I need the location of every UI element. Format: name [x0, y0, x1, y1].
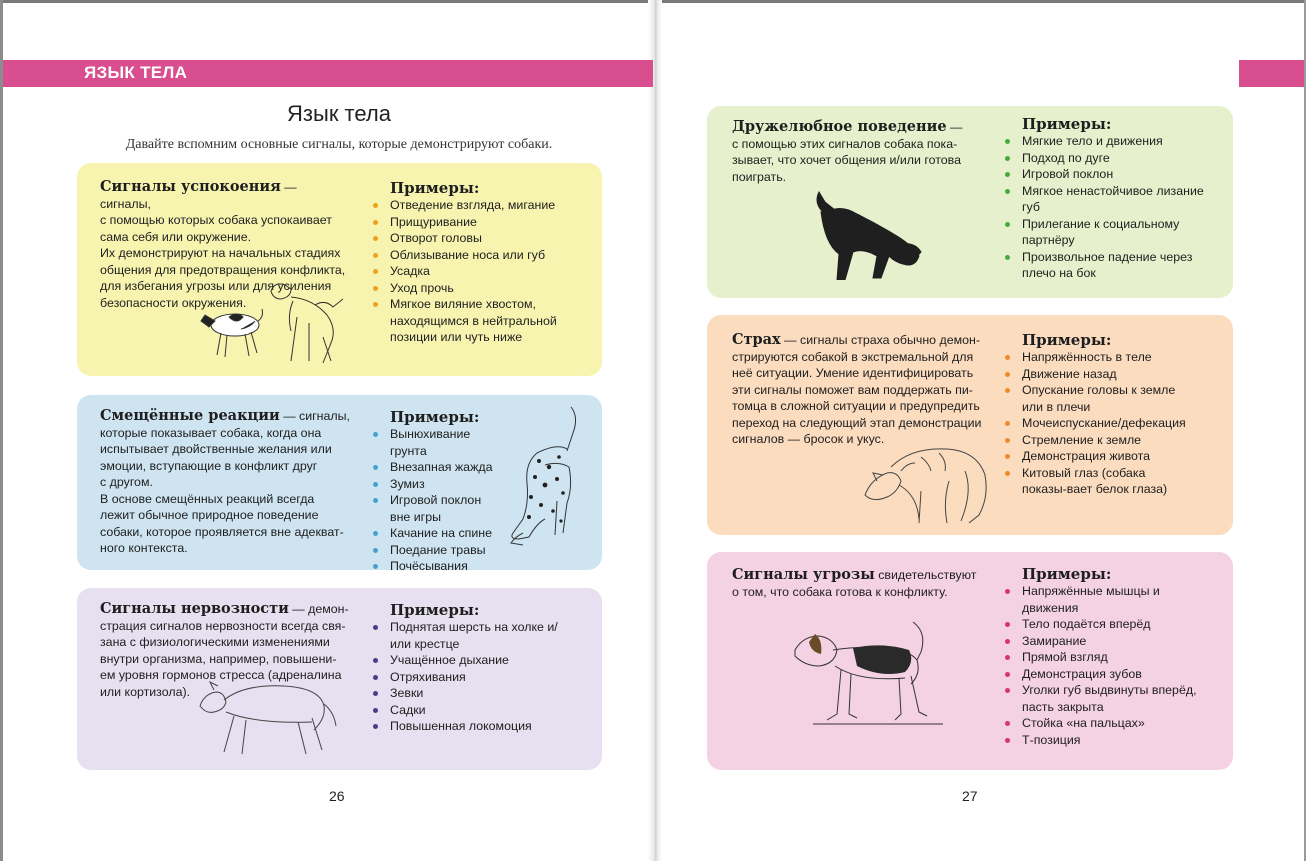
- examples-heading: Примеры:: [1022, 565, 1112, 583]
- examples-heading: Примеры:: [390, 601, 480, 619]
- list-item: Уход прочь: [373, 280, 583, 297]
- list-item: Произвольное падение через плечо на бок: [1005, 249, 1205, 282]
- list-item: Садки: [373, 702, 563, 719]
- list-item: Напряжённые мышцы и движения: [1005, 583, 1203, 616]
- card-calming-signals: [77, 163, 602, 376]
- page-gutter: [648, 0, 662, 861]
- list-item: Почёсывания: [373, 558, 503, 575]
- list-item: Напряжённость в теле: [1005, 349, 1190, 366]
- list-item: Подход по дуге: [1005, 150, 1205, 167]
- list-item: Повышенная локомоция: [373, 718, 563, 735]
- list-item: Замирание: [1005, 633, 1203, 650]
- list-item: Поднятая шерсть на холке и/или крестце: [373, 619, 563, 652]
- list-item: Мягкое виляние хвостом, находящимся в нейтральной позиции или чуть ниже: [373, 296, 583, 346]
- list-item: Мягкое ненастойчивое лизание губ: [1005, 183, 1205, 216]
- examples-heading: Примеры:: [1022, 115, 1112, 133]
- card-fear-signals: [707, 315, 1233, 535]
- list-item: Облизывание носа или губ: [373, 247, 583, 264]
- examples-list: [373, 426, 503, 575]
- card-friendly-behavior: [707, 106, 1233, 298]
- list-item: Игровой поклон вне игры: [373, 492, 503, 525]
- examples-list: [1005, 133, 1205, 282]
- list-item: Демонстрация живота: [1005, 448, 1190, 465]
- card-title: Смещённые реакции: [100, 407, 280, 424]
- card-title: Сигналы нервозности: [100, 600, 289, 617]
- card-description: Сигналы успокоения — сигналы, с помощью которых собака успокаивает сама себя или окружение. Их демонстрируют на начальных стадиях общения для предотвращения конфликта, для избегания угрозы или для усиления безопасности окружения.: [100, 178, 346, 310]
- examples-list: [1005, 349, 1190, 498]
- list-item: Отряхивания: [373, 669, 563, 686]
- list-item: Движение назад: [1005, 366, 1190, 383]
- list-item: Прямой взгляд: [1005, 649, 1203, 666]
- page-number-right: 27: [962, 788, 978, 804]
- list-item: Уголки губ выдвинуты вперёд, пасть закрыта: [1005, 682, 1203, 715]
- examples-heading: Примеры:: [1022, 331, 1112, 349]
- list-item: Прилегание к социальному партнёру: [1005, 216, 1205, 249]
- list-item: Игровой поклон: [1005, 166, 1205, 183]
- list-item: Отворот головы: [373, 230, 583, 247]
- card-threat-signals: [707, 552, 1233, 770]
- card-description: Страх — сигналы страха обычно демон- стрируются собакой в экстремальной для неё ситуации. Умение идентифицировать эти сигналы поможет вам поддержать пи- томца в сложной ситуации и предупредить переход на следующий этап демонстрации сигналов — бросок и укус.: [732, 331, 982, 446]
- examples-list: [373, 197, 583, 346]
- threatening-beagle-illustration: [793, 620, 949, 732]
- section-band: [3, 60, 653, 87]
- section-band-right: [1239, 60, 1304, 87]
- card-title: Сигналы угрозы: [732, 566, 875, 583]
- list-item: Китовый глаз (собака показы-вает белок глаза): [1005, 465, 1190, 498]
- page-title: Язык тела: [287, 101, 391, 126]
- list-item: Стойка «на пальцах»: [1005, 715, 1203, 732]
- examples-heading: Примеры:: [390, 408, 480, 426]
- nervous-dog-illustration: [194, 672, 340, 762]
- card-description: Смещённые реакции — сигналы, которые показывает собака, когда она испытывает двойственные желания или эмоции, вступающие в конфликт друг с другом. В основе смещённых реакций всегда лежит обычное природное поведение собаки, которое проявляется вне адекват- ного контекста.: [100, 407, 350, 555]
- list-item: Стремление к земле: [1005, 432, 1190, 449]
- two-dogs-illustration: [197, 277, 347, 369]
- examples-heading: Примеры:: [390, 179, 480, 197]
- list-item: Усадка: [373, 263, 583, 280]
- list-item: Учащённое дыхание: [373, 652, 563, 669]
- fearful-dog-illustration: [861, 441, 991, 527]
- section-label: ЯЗЫК ТЕЛА: [84, 63, 188, 82]
- list-item: Т-позиция: [1005, 732, 1203, 749]
- list-item: Зевки: [373, 685, 563, 702]
- play-bow-dog-illustration: [811, 188, 923, 280]
- card-description: Дружелюбное поведение — с помощью этих сигналов собака пока- зывает, что хочет общения и/или готова поиграть.: [732, 118, 963, 184]
- page-intro: Давайте вспомним основные сигналы, которые демонстрируют собаки.: [125, 137, 553, 152]
- list-item: Опускание головы к земле или в плечи: [1005, 382, 1190, 415]
- examples-list: [1005, 583, 1203, 748]
- list-item: Тело подаётся вперёд: [1005, 616, 1203, 633]
- list-item: Мочеиспускание/дефекация: [1005, 415, 1190, 432]
- card-description: Сигналы нервозности — демон- страция сигналов нервозности всегда свя- зана с физиологическими изменениями внутри организма, например, повышени- ем уровня гормонов стресса (адреналина или кортизола).: [100, 600, 349, 699]
- list-item: Демонстрация зубов: [1005, 666, 1203, 683]
- list-item: Внезапная жажда: [373, 459, 503, 476]
- list-item: Качание на спине: [373, 525, 503, 542]
- list-item: Поедание травы: [373, 542, 503, 559]
- list-item: Зумиз: [373, 476, 503, 493]
- list-item: Прищуривание: [373, 214, 583, 231]
- dalmatian-illustration: [509, 405, 589, 547]
- card-displacement-reactions: [77, 395, 602, 573]
- card-title: Дружелюбное поведение: [732, 118, 947, 135]
- card-title: Страх: [732, 331, 781, 348]
- list-item: Мягкие тело и движения: [1005, 133, 1205, 150]
- page-number-left: 26: [329, 788, 345, 804]
- examples-list: [373, 619, 563, 735]
- card-description: Сигналы угрозы свидетельствуют о том, что собака готова к конфликту.: [732, 566, 977, 599]
- frame-left: [0, 0, 3, 861]
- list-item: Отведение взгляда, мигание: [373, 197, 583, 214]
- card-nervousness-signals: [77, 588, 602, 770]
- list-item: Вынюхивание грунта: [373, 426, 503, 459]
- card-title: Сигналы успокоения: [100, 178, 281, 195]
